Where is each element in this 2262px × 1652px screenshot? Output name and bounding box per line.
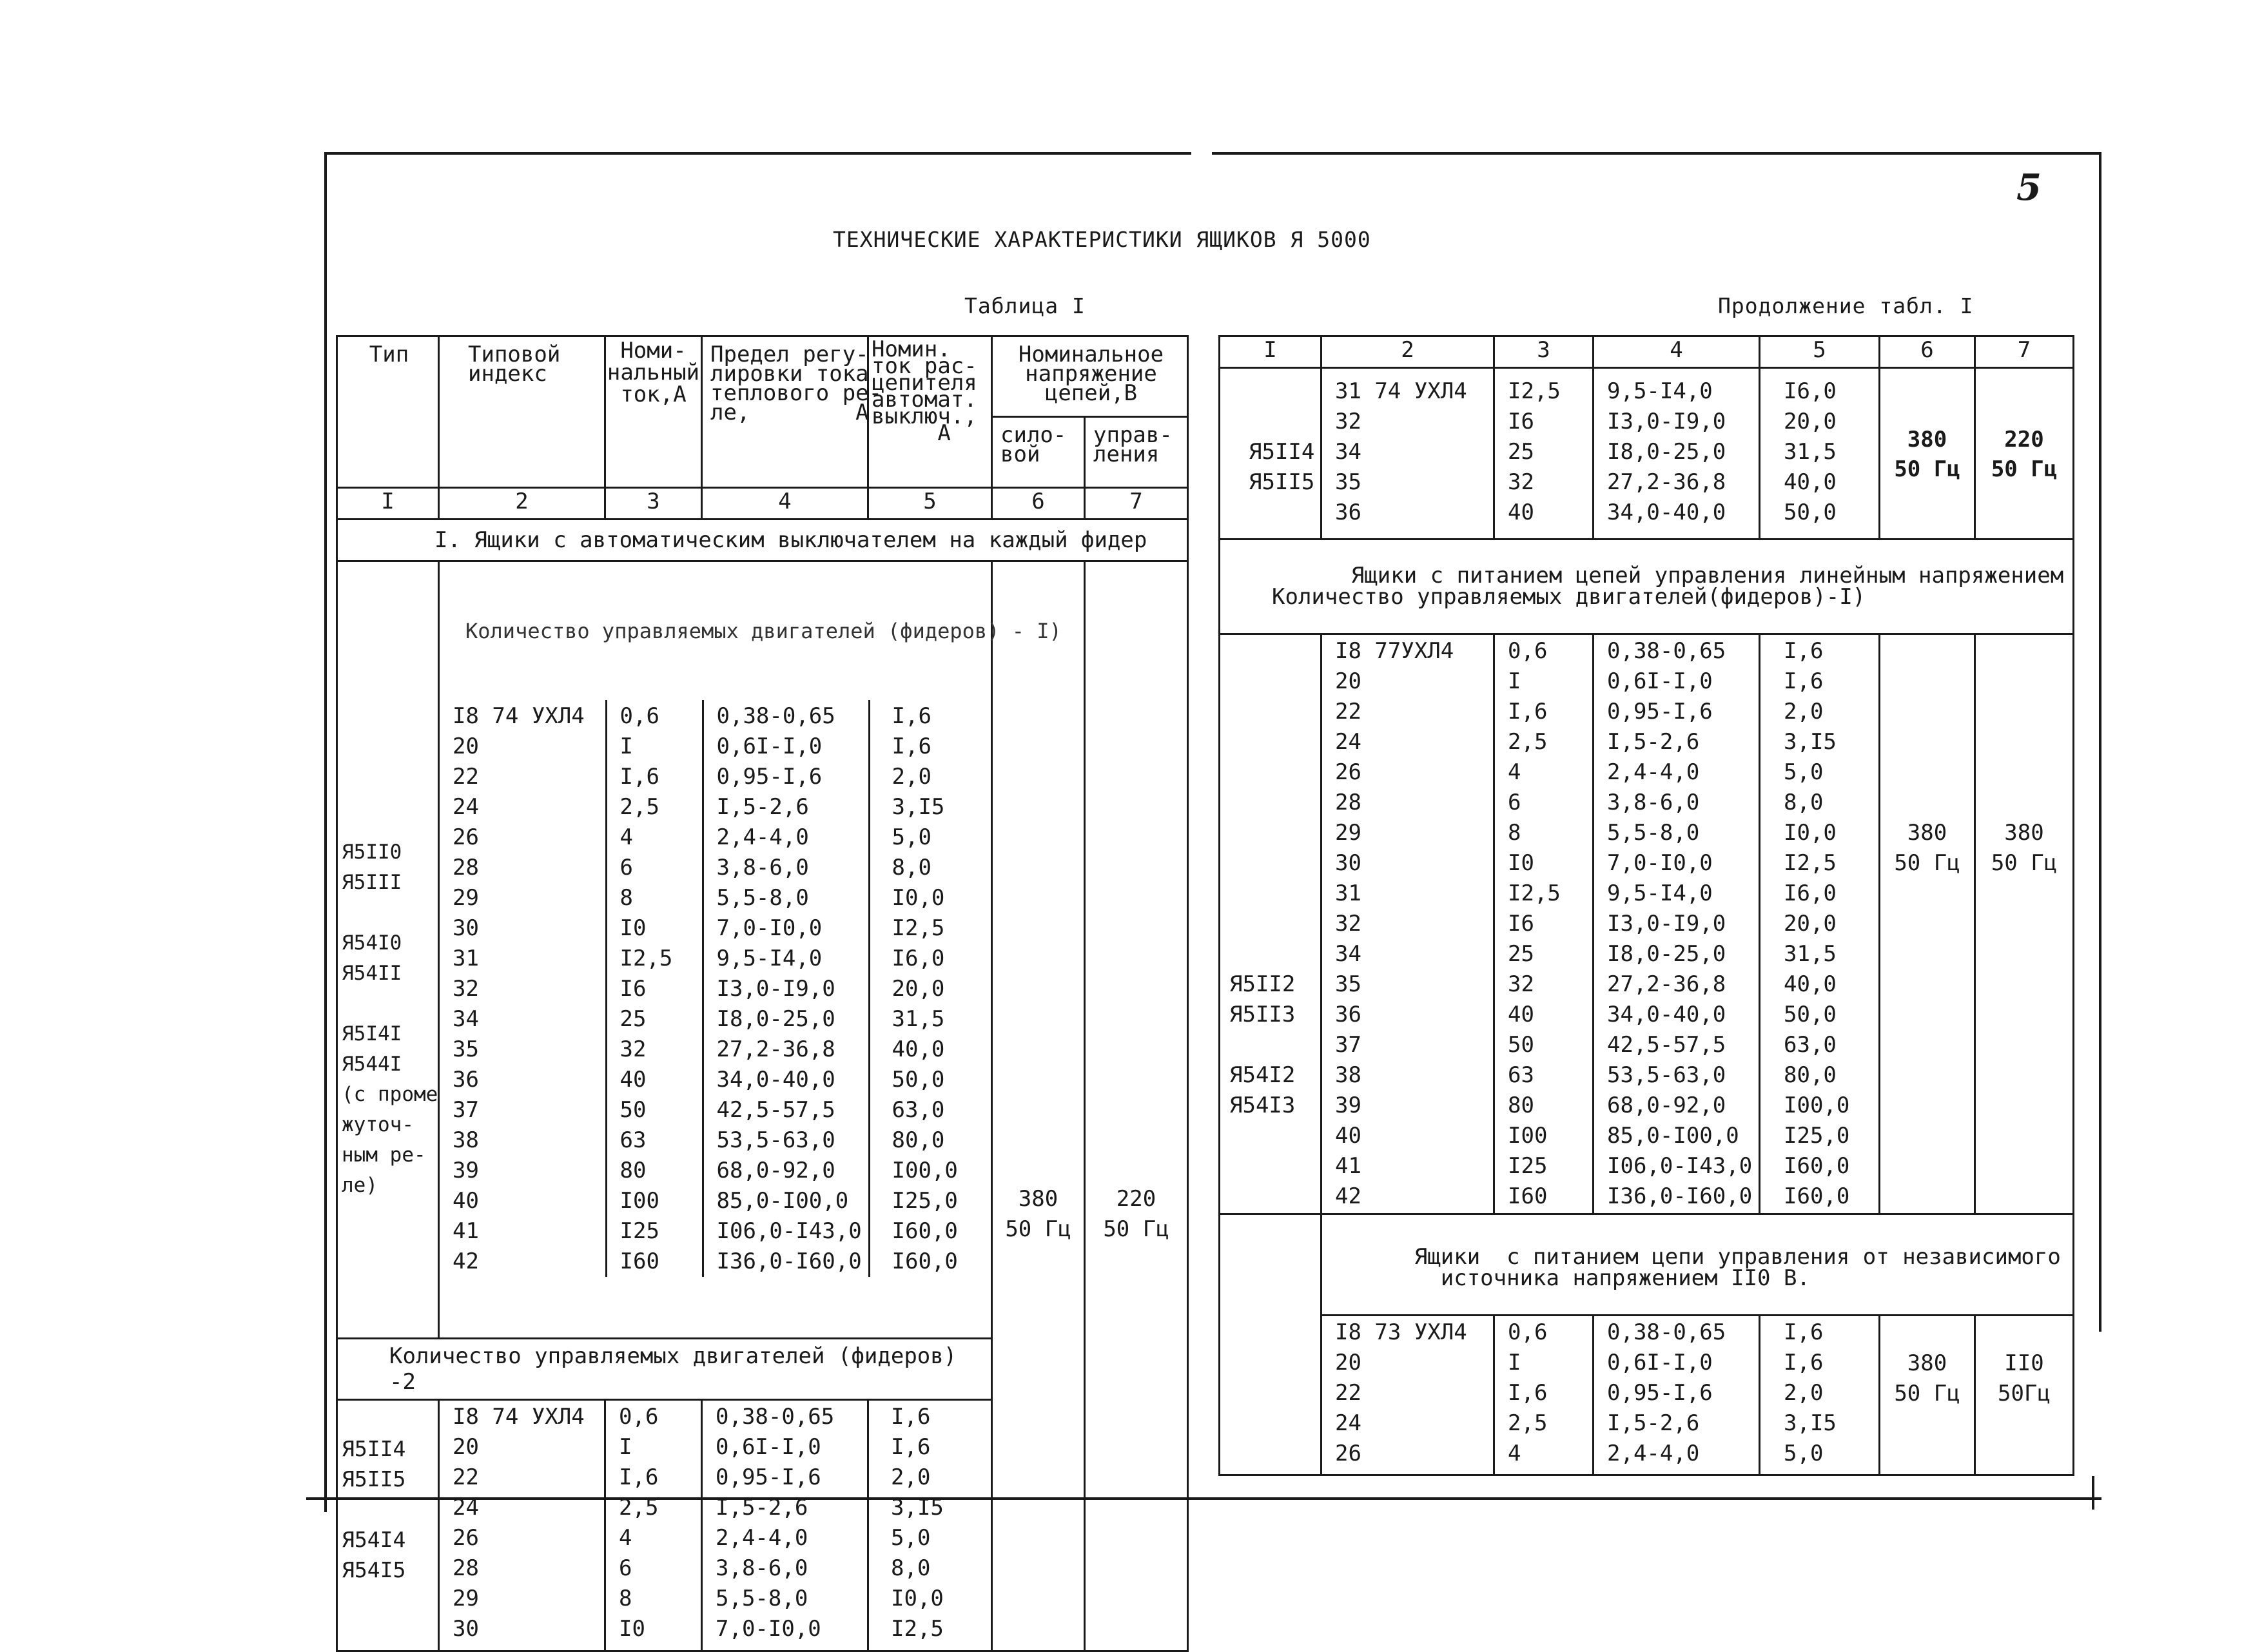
header-control: управ- ления	[1093, 422, 1173, 467]
left-s2-types: Я5II4 Я5II5 Я54I4 Я54I5	[342, 1436, 406, 1582]
left-s2-current: 0,6 I I,6 2,5 4 6 8 I0	[619, 1404, 659, 1642]
right-column-numbers: I 2 3 4 5 6 7	[1220, 336, 2074, 368]
header-voltage-group: Номинальное напряжение цепей,В	[1018, 342, 1164, 406]
right-s2-range: 0,38-0,65 0,6I-I,0 0,95-I,6 I,5-2,6 2,4-4,0 3,8-6,0 5,5-8,0 7,0-I0,0 9,5-I4,0 I3,0-I9,0 I8,0-25,0 27,2-36,8 34,0-40,0 42,5-57,5 53,5-63,0 68,0-92,0 85,0-I00,0 I06,0-I43,0 I36,0-I60,0	[1607, 638, 1753, 1209]
right-s2-types: Я5II2 Я5II3 Я54I2 Я54I3	[1229, 971, 1296, 1118]
right-s3-range: 0,38-0,65 0,6I-I,0 0,95-I,6 I,5-2,6 2,4-4,0	[1607, 1319, 1726, 1466]
right-s3-control: II0 50Гц	[1998, 1350, 2051, 1406]
right-table	[1218, 335, 2074, 1476]
header-type: Тип	[369, 342, 409, 367]
right-s2-index: I8 77УХЛ4 20 22 24 26 28 29 30 31 32 34 35 36 37 38 39 40 41 42	[1335, 638, 1454, 1209]
left-s1-types: Я5II0 Я5III Я54I0 Я54II Я5I4I Я544I (с проме жуточ- ным ре- ле)	[342, 841, 438, 1197]
right-s2-power: 380 50 Гц	[1894, 820, 1960, 876]
left-s1-index: I8 74 УХЛ4 20 22 24 26 28 29 30 31 32 34 35 36 37 38 39 40 41 42	[453, 703, 585, 1274]
right-section2-title: Ящики с питанием цепей управления линейным напряжением Количество управляемых двигателей(фидеров)-I)	[1272, 563, 2064, 610]
left-s2-range: 0,38-0,65 0,6I-I,0 0,95-I,6 I,5-2,6 2,4-4,0 3,8-6,0 5,5-8,0 7,0-I0,0	[716, 1404, 835, 1642]
right-s3-index: I8 73 УХЛ4 20 22 24 26	[1335, 1319, 1467, 1466]
left-control-voltage: 220 50 Гц	[1103, 1186, 1169, 1242]
right-s3-current: 0,6 I I,6 2,5 4	[1508, 1319, 1548, 1466]
left-section2-title: Количество управляемых двигателей (фидеров) -2	[389, 1343, 957, 1395]
header-index: Типовой индекс	[468, 342, 561, 387]
right-section3-title: Ящики с питанием цепи управления от независимого источника напряжением II0 В.	[1414, 1244, 2061, 1291]
left-s1-breaker: I,6 I,6 2,0 3,I5 5,0 8,0 I0,0 I2,5 I6,0 20,0 31,5 40,0 50,0 63,0 80,0 I00,0 I25,0 I60,0 I60,0	[892, 703, 958, 1274]
frame-top-right	[1212, 152, 2101, 155]
right-s1-breaker: I6,0 20,0 31,5 40,0 50,0	[1784, 378, 1837, 525]
right-s3-breaker: I,6 I,6 2,0 3,I5 5,0	[1784, 1319, 1837, 1466]
left-s1-current: 0,6 I I,6 2,5 4 6 8 I0 I2,5 I6 25 32 40 50 63 80 I00 I25 I60	[619, 703, 673, 1274]
frame-right	[2099, 152, 2101, 1332]
right-s2-current: 0,6 I I,6 2,5 4 6 8 I0 I2,5 I6 25 32 40 50 63 80 I00 I25 I60	[1508, 638, 1561, 1209]
left-section1-title: I. Ящики с автоматическим выключателем на каждый фидер	[434, 527, 1147, 553]
right-s1-range: 9,5-I4,0 I3,0-I9,0 I8,0-25,0 27,2-36,8 34,0-40,0	[1607, 378, 1726, 525]
document-title: ТЕХНИЧЕСКИЕ ХАРАКТЕРИСТИКИ ЯЩИКОВ Я 5000	[833, 227, 1371, 252]
left-column-numbers: I 2 3 4 5 6 7	[337, 488, 1188, 520]
right-s2-breaker: I,6 I,6 2,0 3,I5 5,0 8,0 I0,0 I2,5 I6,0 20,0 31,5 40,0 50,0 63,0 80,0 I00,0 I25,0 I60,0 I60,0	[1784, 638, 1850, 1209]
header-relay-range: Предел регу- лировки тока теплового ре- ле, А	[710, 342, 882, 425]
page-number: 5	[2016, 166, 2042, 209]
frame-top-left	[324, 152, 1191, 155]
header-breaker-current: Номин. ток рас- цепителя автомат. выключ., А	[872, 336, 977, 446]
left-table-caption: Таблица I	[964, 293, 1086, 318]
header-power: сило- вой	[1000, 422, 1067, 467]
left-table	[336, 335, 1189, 1652]
right-s3-power: 380 50 Гц	[1894, 1350, 1960, 1406]
left-s1-range: 0,38-0,65 0,6I-I,0 0,95-I,6 I,5-2,6 2,4-4,0 3,8-6,0 5,5-8,0 7,0-I0,0 9,5-I4,0 I3,0-I9,0 I8,0-25,0 27,2-36,8 34,0-40,0 42,5-57,5 53,5-63,0 68,0-92,0 85,0-I00,0 I06,0-I43,0 I36,0-I60,0	[716, 703, 862, 1274]
left-s2-breaker: I,6 I,6 2,0 3,I5 5,0 8,0 I0,0 I2,5	[891, 1404, 944, 1642]
frame-corner-mark	[2092, 1476, 2094, 1510]
right-s1-current: I2,5 I6 25 32 40	[1508, 378, 1561, 525]
right-s1-types: Я5II4 Я5II5	[1249, 439, 1315, 495]
left-s2-index: I8 74 УХЛ4 20 22 24 26 28 29 30	[453, 1404, 585, 1642]
right-table-caption: Продолжение табл. I	[1718, 293, 1974, 318]
right-s2-control: 380 50 Гц	[1991, 820, 2058, 876]
left-power-voltage: 380 50 Гц	[1005, 1186, 1071, 1242]
header-nominal-current: Номи- нальный ток,А	[607, 338, 700, 407]
frame-left	[324, 152, 327, 1512]
left-section1-subtitle: Количество управляемых двигателей (фидеров) - I)	[465, 619, 1062, 643]
right-s1-control: 220 50 Гц	[1991, 426, 2058, 482]
right-s1-index: 31 74 УХЛ4 32 34 35 36	[1335, 378, 1467, 525]
right-s1-power: 380 50 Гц	[1894, 426, 1960, 482]
